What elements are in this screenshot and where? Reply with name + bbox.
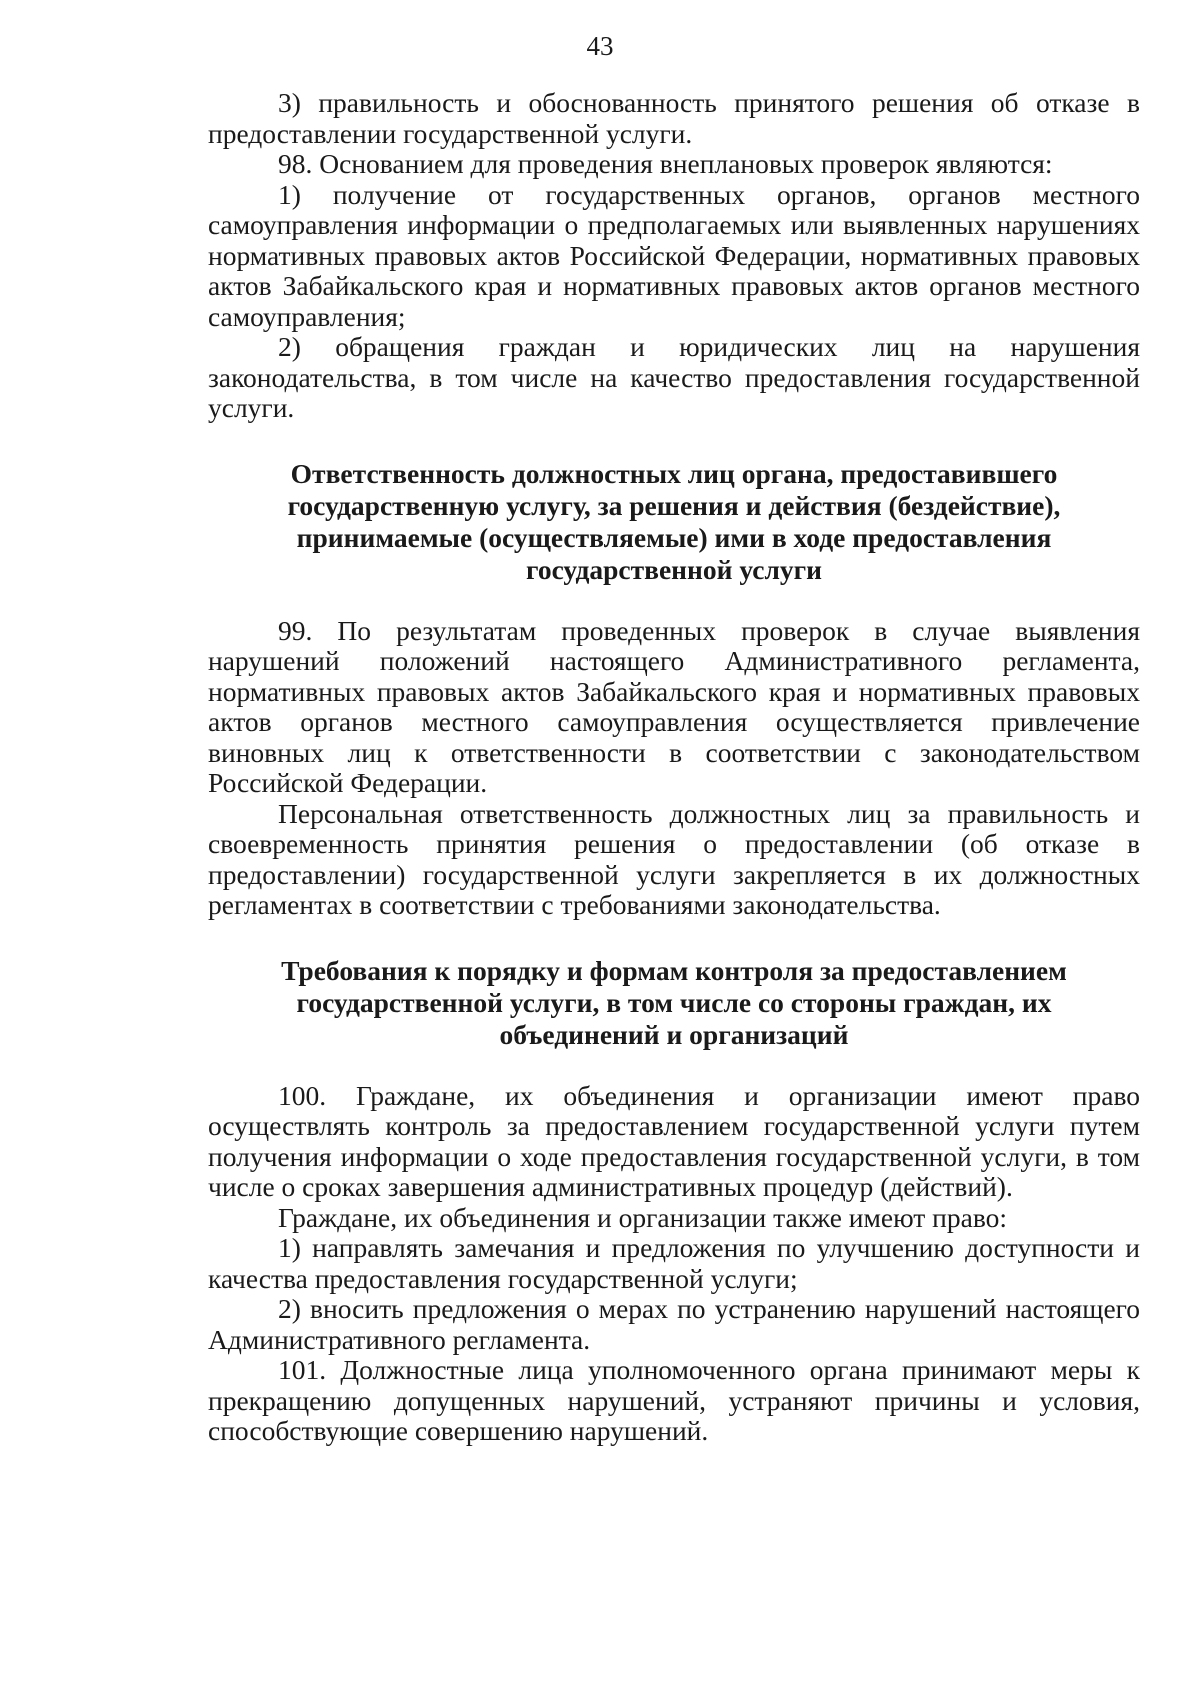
paragraph-100-citizens: 100. Граждане, их объединения и организации имеют право осуществлять контроль за предоставлением государственной услуги путем получения информации о ходе предоставления государственной услуги, в том числе о сроках завершения административных процедур (действий). xyxy=(208,1079,1140,1202)
paragraph-item-3-decision: 3) правильность и обоснованность принятого решения об отказе в предоставлении государственной услуги. xyxy=(208,87,1140,149)
paragraph-99-results: 99. По результатам проведенных проверок в случае выявления нарушений положений настоящего Административного регламента, нормативных правовых актов Забайкальского края и нормативных правовых актов органов местного самоуправления осуществляется привлечение виновных лиц к ответственности в соответствии с законодательством Российской Федерации. xyxy=(208,614,1140,798)
paragraph-right-1-remarks: 1) направлять замечания и предложения по улучшению доступности и качества предоставления государственной услуги; xyxy=(208,1232,1140,1294)
paragraph-98-grounds: 98. Основанием для проведения внеплановых проверок являются: xyxy=(278,148,1053,179)
section-heading-responsibility: Ответственность должностных лиц органа, предоставившего государственную услугу, за решения и действия (бездействие), принимаемые (осуществляемые) ими в ходе предоставления государственной услуги xyxy=(287,457,1061,585)
paragraph-citizens-rights: Граждане, их объединения и организации также имеют право: xyxy=(278,1201,1008,1233)
document-body xyxy=(208,88,1140,1447)
page-number: 43 xyxy=(586,31,614,61)
paragraph-101-officials: 101. Должностные лица уполномоченного органа принимают меры к прекращению допущенных нарушений, устраняют причины и условия, способствующие совершению нарушений. xyxy=(208,1354,1140,1446)
paragraph-right-2-proposals: 2) вносить предложения о мерах по устранению нарушений настоящего Административного регламента. xyxy=(208,1293,1140,1355)
section-heading-control-requirements: Требования к порядку и формам контроля за предоставлением государственной услуги, в том числе со стороны граждан, их объединений и организаций xyxy=(281,954,1067,1050)
paragraph-item-2-appeals: 2) обращения граждан и юридических лиц на нарушения законодательства, в том числе на качество предоставления государственной услуги. xyxy=(208,331,1140,423)
paragraph-personal-responsibility: Персональная ответственность должностных лиц за правильность и своевременность принятия решения о предоставлении (об отказе в предоставлении) государственной услуги закрепляется в их должностных регламентах в соответствии с требованиями законодательства. xyxy=(208,797,1140,920)
paragraph-item-1-information: 1) получение от государственных органов, органов местного самоуправления информации о предполагаемых или выявленных нарушениях нормативных правовых актов Российской Федерации, нормативных правовых актов Забайкальского края и нормативных правовых актов органов местного самоуправления; xyxy=(208,178,1140,332)
